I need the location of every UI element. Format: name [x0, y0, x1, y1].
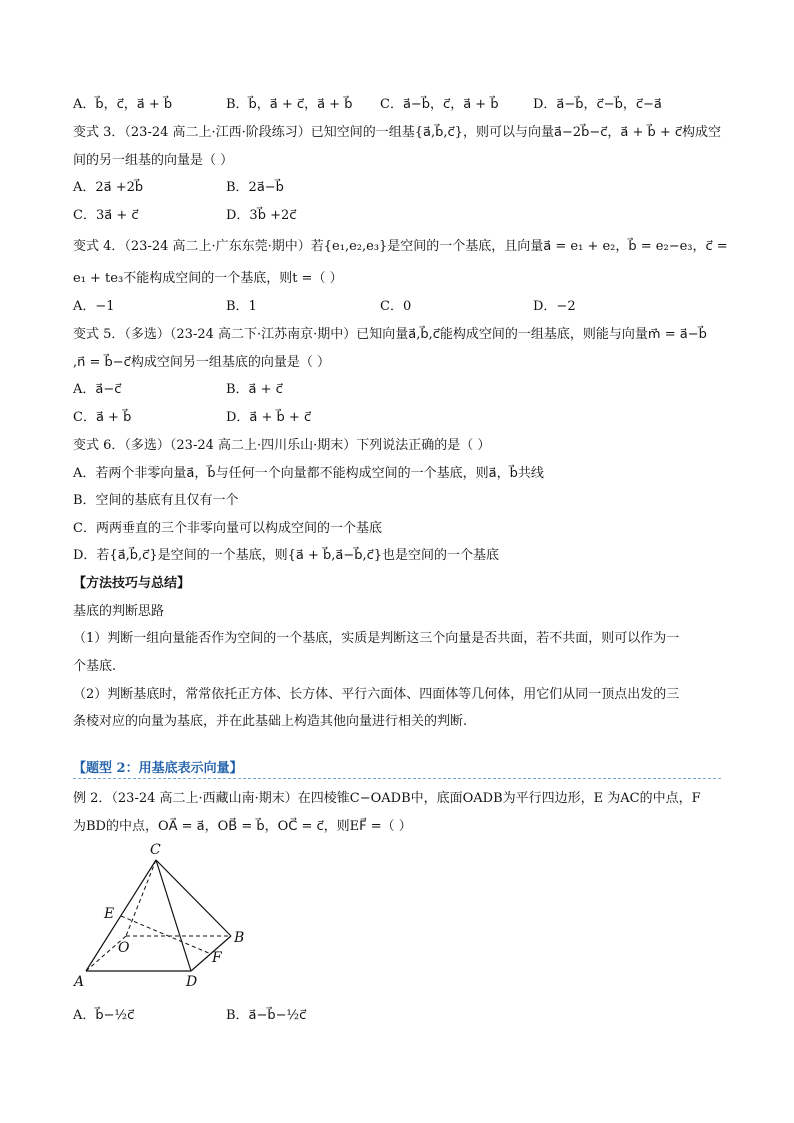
- variant3-option-c: C．3a⃗ + c⃗: [73, 208, 139, 223]
- variant5-option-d: D．a⃗ + b⃗ + c⃗: [226, 410, 312, 425]
- variant4-stem-line2: e₁ + te₃不能构成空间的一个基底，则t =（ ）: [73, 271, 343, 286]
- variant4-option-d: D．−2: [533, 299, 576, 314]
- edge-CD: [156, 860, 191, 971]
- variant4-option-a: A．−1: [73, 299, 115, 314]
- topic2-heading: 【题型 2：用基底表示向量】: [73, 761, 243, 776]
- label-E: E: [104, 906, 115, 922]
- example2-stem-line1: 例 2．（23-24 高二上·西藏山南·期末）在四棱锥C−OADB中，底面OADB为平行四边形，E 为AC的中点，F: [73, 791, 701, 806]
- method-point2-line2: 条棱对应的向量为基底，并在此基础上构造其他向量进行相关的判断.: [73, 714, 468, 729]
- variant4-option-b: B．1: [226, 299, 257, 314]
- example2-option-a: A．b⃗−½c⃗: [73, 1008, 135, 1023]
- example2-option-b: B．a⃗−b⃗−½c⃗: [226, 1008, 307, 1023]
- variant5-stem-line2: ,n⃗ = b⃗−c⃗构成空间另一组基底的向量是（ ）: [73, 355, 330, 370]
- label-D: D: [186, 974, 198, 988]
- pyramid-figure: [68, 838, 258, 988]
- variant5-option-a: A．a⃗−c⃗: [73, 382, 122, 397]
- method-point2-line1: （2）判断基底时，常常依托正方体、长方体、平行六面体、四面体等几何体，用它们从同一顶点出发的三: [73, 687, 680, 702]
- variant6-option-a: A．若两个非零向量a⃗，b⃗与任何一个向量都不能构成空间的一个基底，则a⃗，b⃗共线: [73, 466, 544, 481]
- variant3-option-a: A．2a⃗ +2b⃗: [73, 180, 144, 195]
- label-C: C: [150, 842, 161, 858]
- edge-DB: [191, 936, 231, 971]
- variant6-option-b: B．空间的基底有且仅有一个: [73, 493, 239, 508]
- top-option-b: B．b⃗，a⃗ + c⃗，a⃗ + b⃗: [226, 97, 353, 112]
- label-B: B: [234, 930, 245, 946]
- example2-stem-line2: 为BD的中点，OA⃗ = a⃗，OB⃗ = b⃗，OC⃗ = c⃗，则EF⃗ =（ ）: [73, 819, 412, 834]
- top-option-c: C．a⃗−b⃗，c⃗，a⃗ + b⃗: [380, 97, 499, 112]
- method-point1-line1: （1）判断一组向量能否作为空间的一个基底，实质是判断这三个向量是否共面，若不共面，则可以作为一: [73, 631, 680, 646]
- top-option-d: D．a⃗−b⃗，c⃗−b⃗，c⃗−a⃗: [533, 97, 662, 112]
- variant6-stem: 变式 6．（多选）（23-24 高二上·四川乐山·期末）下列说法正确的是（ ）: [73, 438, 491, 453]
- label-A: A: [74, 974, 85, 988]
- section-divider: [73, 778, 721, 779]
- edge-CB: [156, 860, 231, 936]
- segment-EF: [121, 916, 211, 954]
- variant4-option-c: C．0: [380, 299, 412, 314]
- variant3-option-d: D．3b⃗ +2c⃗: [226, 208, 297, 223]
- variant3-stem-line1: 变式 3．（23-24 高二上·江西·阶段练习）已知空间的一组基{a⃗,b⃗,c⃗}，则可以与向量a⃗−2b⃗−c⃗，a⃗ + b⃗ + c⃗构成空: [73, 125, 722, 140]
- top-option-a: A．b⃗，c⃗，a⃗ + b⃗: [73, 97, 173, 112]
- variant5-option-c: C．a⃗ + b⃗: [73, 410, 132, 425]
- variant3-option-b: B．2a⃗−b⃗: [226, 180, 284, 195]
- method-subtitle: 基底的判断思路: [73, 604, 165, 619]
- variant6-option-c: C．两两垂直的三个非零向量可以构成空间的一个基底: [73, 521, 382, 536]
- label-O: O: [118, 940, 130, 956]
- method-point1-line2: 个基底.: [73, 659, 117, 674]
- variant4-stem-line1: 变式 4．（23-24 高二上·广东东莞·期中）若{e₁,e₂,e₃}是空间的一个基底，且向量a⃗ = e₁ + e₂，b⃗ = e₂−e₃，c⃗ =: [73, 239, 728, 254]
- variant6-option-d: D．若{a⃗,b⃗,c⃗}是空间的一个基底，则{a⃗ + b⃗,a⃗−b⃗,c⃗}也是空间的一个基底: [73, 548, 500, 563]
- variant3-stem-line2: 间的另一组基的向量是（ ）: [73, 153, 234, 168]
- label-F: F: [212, 950, 222, 966]
- variant5-stem-line1: 变式 5．（多选）（23-24 高二下·江苏南京·期中）已知向量a⃗,b⃗,c⃗能构成空间的一组基底，则能与向量m⃗ = a⃗−b⃗: [73, 327, 707, 342]
- variant5-option-b: B．a⃗ + c⃗: [226, 382, 283, 397]
- method-section-title: 【方法技巧与总结】: [73, 576, 191, 591]
